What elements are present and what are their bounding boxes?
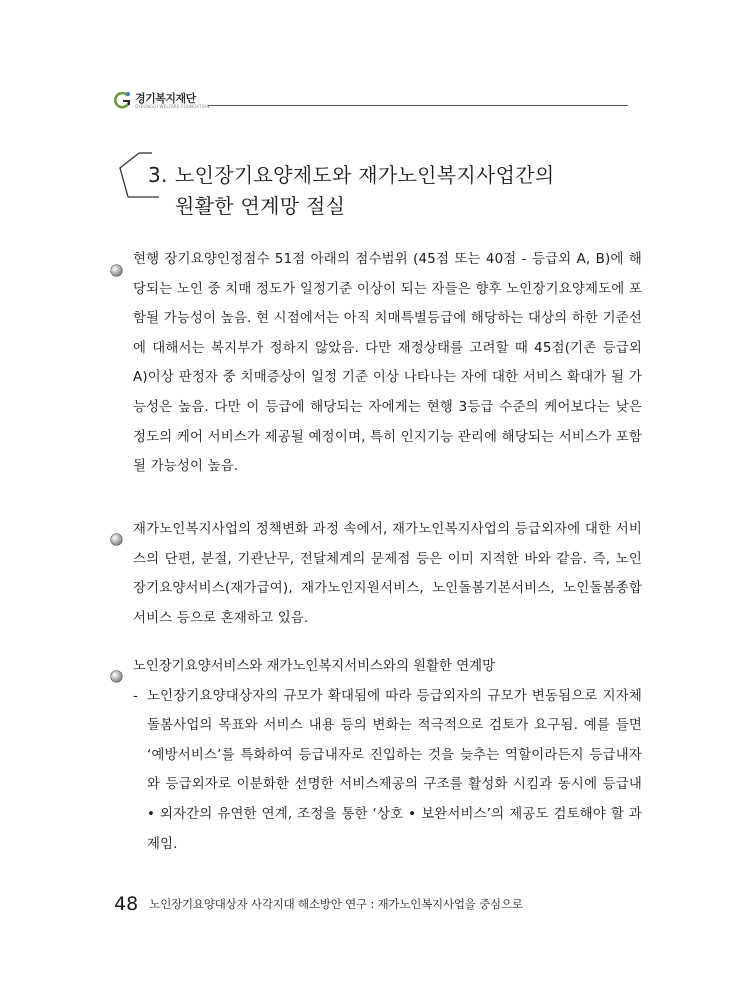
section-number: 3. [148,163,168,187]
bullet-icon [110,670,123,683]
section-title-line2: 원활한 연계망 절실 [175,194,346,218]
dash-marker: - [133,688,138,704]
bullet-icon [110,264,123,277]
section-heading [148,160,554,222]
paragraph-1-text: 현행 장기요양인정점수 51점 아래의 점수범위 (45점 또는 40점 - 등급외 A, B)에 해당되는 노인 중 치매 정도가 일정기준 이상이 되는 자들은 향후 노인장기요양제도에 포함될 가능성이 높음. 현 시점에서는 아직 치매특별등급에 해당하는 대상의 하한 기준선에 대해서는 복지부가 정하지 않았음. 다만 재정상태를 고려할 때 45점(기존 등급외 A)이상 판정자 중 치매증상이 일정 기준 이상 나타나는 자에 대한 서비스 확대가 될 가능성은 높음. 다만 이 등급에 해당되는 자에게는 현행 3등급 수준의 케어보다는 낮은 정도의 케어 서비스가 제공될 예정이며, 특히 인지기능 관리에 해당되는 서비스가 포함될 가능성이 높음. [133,252,642,475]
bullet-icon [110,533,123,546]
foundation-name: 경기복지재단 [135,92,196,105]
paragraph-3 [110,659,642,859]
foundation-logo-icon [113,90,133,110]
paragraph-2 [110,522,642,633]
page-footer [114,893,523,915]
header-divider [208,105,628,106]
paragraph-3-subitem [133,682,642,860]
foundation-subtitle: GYEONGGI WELFARE FOUNDATION [135,104,210,109]
section-title-line1: 노인장기요양제도와 재가노인복지사업간의 [175,163,555,187]
running-title: 노인장기요양대상자 사각지대 해소방안 연구 : 재가노인복지사업을 중심으로 [149,897,523,911]
paragraph-3-subitem-text: 노인장기요양대상자의 규모가 확대됨에 따라 등급외자의 규모가 변동됨으로 지자체 돌봄사업의 목표와 서비스 내용 등의 변화는 적극적으로 검토가 요구됨. 예를 들면 ‘예방서비스’를 특화하여 등급내자로 진입하는 것을 늦추는 역할이라든지 등급내자와 등급외자로 이분화한 선명한 서비스제공의 구조를 활성화 시킴과 동시에 등급내 • 외자간의 유연한 연계, 조정을 통한 ‘상호 • 보완서비스’의 제공도 검토해야 할 과제임. [147,688,642,852]
page-header [113,88,628,118]
paragraph-2-text: 재가노인복지사업의 정책변화 과정 속에서, 재가노인복지사업의 등급외자에 대한 서비스의 단편, 분절, 기관난무, 전달체계의 문제점 등은 이미 지적한 바와 같음. 즉, 노인장기요양서비스(재가급여), 재가노인지원서비스, 노인돌봄기본서비스, 노인돌봄종합서비스 등으로 혼재하고 있음. [133,522,642,626]
paragraph-3-title: 노인장기요양서비스와 재가노인복지서비스와의 원활한 연계망 [133,659,496,674]
page-number: 48 [114,893,139,915]
paragraph-1 [110,253,642,482]
